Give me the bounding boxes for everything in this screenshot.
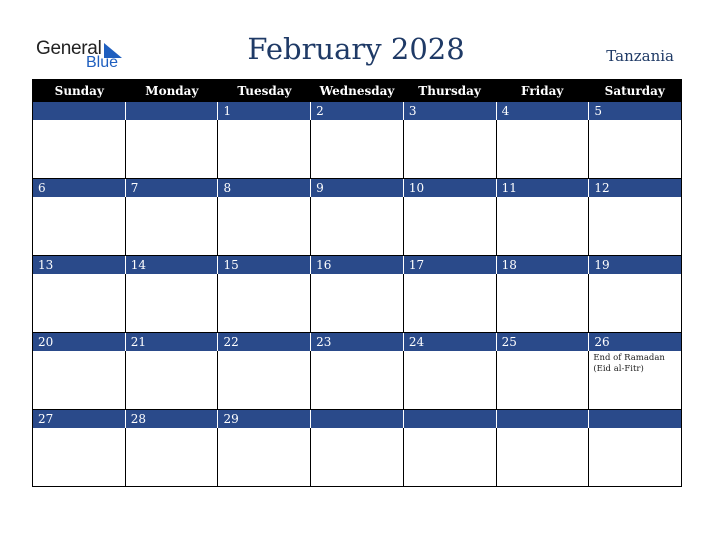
day-cell[interactable] — [310, 120, 403, 178]
day-cell[interactable] — [217, 197, 310, 255]
weekday-thursday: Thursday — [418, 83, 481, 98]
weekday-friday: Friday — [521, 83, 564, 98]
day-number-row — [33, 256, 681, 274]
day-number: 6 — [38, 181, 46, 195]
holiday-event: End of Ramadan (Eid al-Fitr) — [593, 353, 665, 374]
weekday-header — [33, 79, 681, 102]
calendar-week — [33, 410, 681, 487]
weekday-saturday: Saturday — [604, 83, 665, 98]
day-number: 14 — [125, 256, 218, 274]
day-cell[interactable] — [217, 274, 310, 332]
day-number: 21 — [125, 333, 218, 351]
day-body-row — [33, 351, 681, 409]
day-number: 19 — [588, 256, 681, 274]
day-number: 18 — [496, 256, 589, 274]
calendar-week — [33, 102, 681, 179]
day-body-row — [33, 120, 681, 178]
day-number: 4 — [496, 102, 589, 120]
day-cell[interactable] — [310, 197, 403, 255]
day-cell[interactable] — [33, 120, 125, 178]
day-number: 28 — [125, 410, 218, 428]
day-number-row — [33, 410, 681, 428]
weekday-tuesday: Tuesday — [237, 83, 292, 98]
day-cell[interactable] — [403, 120, 496, 178]
day-cell[interactable] — [403, 351, 496, 409]
day-number: 7 — [125, 179, 218, 197]
day-cell[interactable] — [33, 428, 125, 486]
logo-general-text: General — [36, 38, 102, 59]
country-label: Tanzania — [606, 47, 674, 65]
day-cell[interactable] — [125, 351, 218, 409]
day-number-row — [33, 333, 681, 351]
day-cell[interactable] — [403, 428, 496, 486]
day-number — [403, 410, 496, 428]
day-cell[interactable] — [496, 351, 589, 409]
day-cell[interactable] — [588, 197, 681, 255]
day-number: 20 — [38, 335, 54, 349]
day-number: 11 — [496, 179, 589, 197]
day-number: 17 — [403, 256, 496, 274]
day-cell[interactable] — [310, 274, 403, 332]
day-body-row — [33, 274, 681, 332]
day-cell[interactable] — [125, 274, 218, 332]
day-cell[interactable] — [588, 274, 681, 332]
day-number — [588, 410, 681, 428]
day-cell[interactable] — [125, 197, 218, 255]
weekday-wednesday: Wednesday — [319, 83, 395, 98]
day-cell[interactable] — [496, 197, 589, 255]
day-number — [310, 410, 403, 428]
day-cell[interactable] — [496, 274, 589, 332]
day-cell[interactable] — [403, 274, 496, 332]
calendar-week — [33, 179, 681, 256]
day-cell[interactable] — [33, 274, 125, 332]
day-cell[interactable] — [310, 351, 403, 409]
day-number: 3 — [403, 102, 496, 120]
day-number: 2 — [310, 102, 403, 120]
weeks-container — [33, 102, 681, 487]
day-number: 13 — [38, 258, 54, 272]
day-cell[interactable] — [588, 428, 681, 486]
day-number-row — [33, 102, 681, 120]
day-number: 16 — [310, 256, 403, 274]
day-number: 25 — [496, 333, 589, 351]
day-body-row — [33, 197, 681, 255]
day-number: 24 — [403, 333, 496, 351]
day-cell[interactable] — [310, 428, 403, 486]
calendar-week — [33, 333, 681, 410]
day-cell[interactable] — [496, 428, 589, 486]
day-number — [33, 102, 125, 120]
day-number: 8 — [217, 179, 310, 197]
weekday-sunday: Sunday — [54, 83, 104, 98]
day-number: 27 — [38, 412, 54, 426]
day-cell[interactable] — [588, 120, 681, 178]
day-cell[interactable] — [217, 428, 310, 486]
day-number: 5 — [588, 102, 681, 120]
page-title: February 2028 — [247, 32, 465, 66]
logo-blue-text: Blue — [86, 54, 119, 71]
day-cell[interactable] — [33, 197, 125, 255]
day-number: 10 — [403, 179, 496, 197]
day-number: 29 — [217, 410, 310, 428]
day-number: 1 — [217, 102, 310, 120]
day-cell[interactable] — [217, 120, 310, 178]
day-cell[interactable] — [125, 120, 218, 178]
day-cell[interactable] — [403, 197, 496, 255]
calendar-grid — [32, 79, 682, 487]
day-number: 12 — [588, 179, 681, 197]
day-number — [496, 410, 589, 428]
calendar-week — [33, 256, 681, 333]
day-number: 15 — [217, 256, 310, 274]
day-number: 23 — [310, 333, 403, 351]
day-number-row — [33, 179, 681, 197]
day-number: 26 — [588, 333, 681, 351]
day-number — [125, 102, 218, 120]
day-body-row — [33, 428, 681, 486]
day-cell[interactable] — [588, 351, 681, 409]
weekday-monday: Monday — [145, 83, 199, 98]
day-number: 9 — [310, 179, 403, 197]
day-cell[interactable] — [496, 120, 589, 178]
day-cell[interactable] — [217, 351, 310, 409]
day-number: 22 — [217, 333, 310, 351]
day-cell[interactable] — [33, 351, 125, 409]
day-cell[interactable] — [125, 428, 218, 486]
